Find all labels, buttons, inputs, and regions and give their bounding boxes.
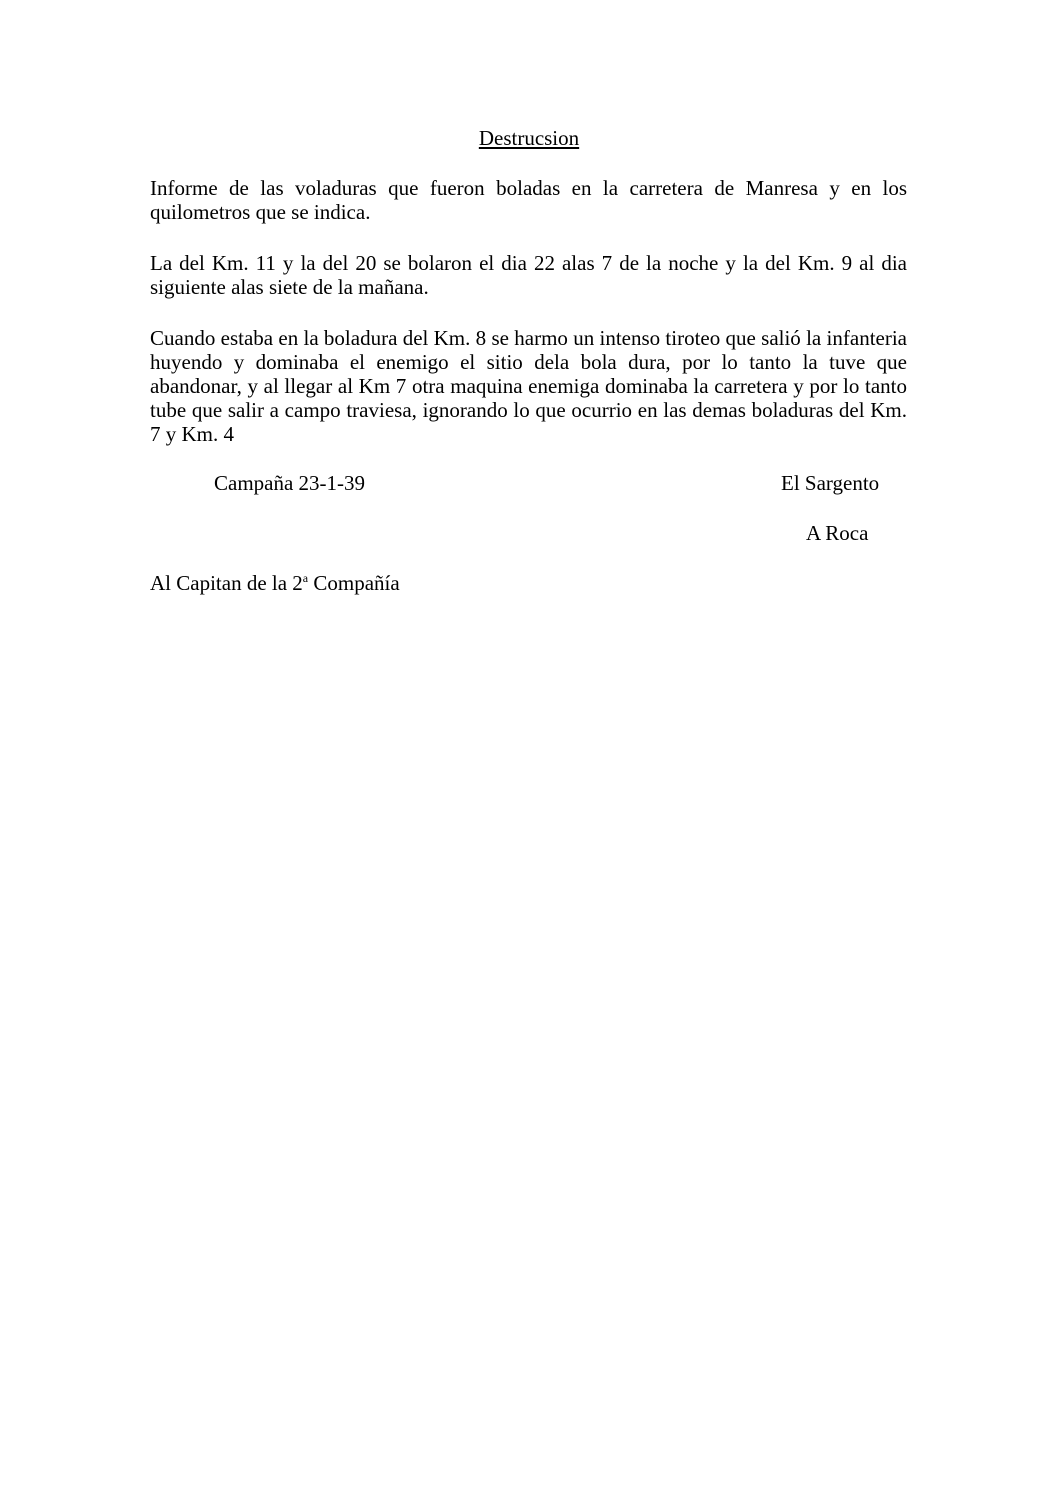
place-date: Campaña 23-1-39 [214, 471, 366, 495]
signature-name: A Roca [806, 521, 869, 545]
document-title: Destrucsion [478, 126, 580, 150]
addressee-suffix: Compañía [308, 571, 400, 595]
addressee [150, 571, 400, 595]
addressee-prefix: Al Capitan de la 2 [150, 571, 303, 595]
paragraph-incident: Cuando estaba en la boladura del Km. 8 se harmo un intenso tiroteo que salió la infanteria huyendo y dominaba el enemigo el sitio dela bola dura, por lo tanto la tuve que abandonar, y al llegar al Km 7 otra maquina enemiga dominaba la carretera y por lo tanto tube que salir a campo traviesa, ignorando lo que ocurrio en las demas boladuras del Km. 7 y Km. 4 [150, 326, 907, 446]
addressee-superscript: a [302, 571, 309, 585]
paragraph-detonations: La del Km. 11 y la del 20 se bolaron el dia 22 alas 7 de la noche y la del Km. 9 al dia siguiente alas siete de la mañana. [150, 251, 907, 299]
signature-rank: El Sargento [781, 471, 880, 495]
paragraph-intro: Informe de las voladuras que fueron boladas en la carretera de Manresa y en los quilometros que se indica. [150, 176, 907, 224]
